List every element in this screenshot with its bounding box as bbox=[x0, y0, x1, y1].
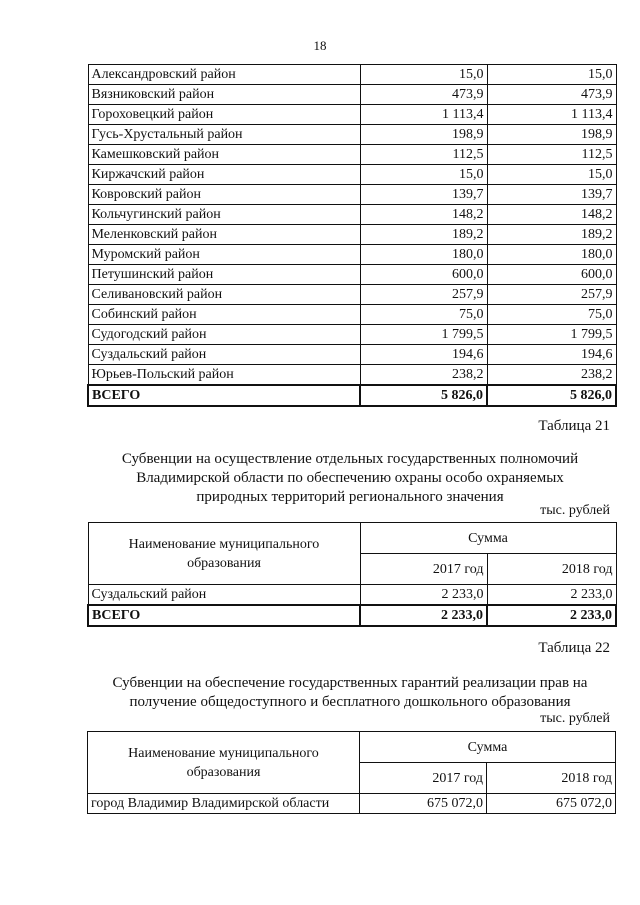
table-21-header-sum: Сумма bbox=[360, 523, 616, 554]
value-2017: 112,5 bbox=[360, 145, 487, 165]
table-21 bbox=[87, 522, 617, 627]
table-22-header-year-2018: 2018 год bbox=[487, 763, 616, 794]
value-2018: 112,5 bbox=[487, 145, 616, 165]
value-2017: 189,2 bbox=[360, 225, 487, 245]
district-name: Юрьев-Польский район bbox=[88, 365, 360, 386]
table-22 bbox=[87, 731, 616, 814]
district-name: город Владимир Владимирской области bbox=[88, 794, 360, 814]
table-row bbox=[88, 165, 616, 185]
table-22-header-sum: Сумма bbox=[360, 732, 616, 763]
value-2018: 473,9 bbox=[487, 85, 616, 105]
district-name: Собинский район bbox=[88, 305, 360, 325]
table-21-title: Субвенции на осуществление отдельных государственных полномочий Владимирской области по обеспечению охраны особо охраняемых природных территорий регионального значения bbox=[121, 451, 579, 505]
district-subsidy-table bbox=[87, 64, 617, 407]
total-2018: 5 826,0 bbox=[487, 385, 616, 406]
table-row bbox=[88, 325, 616, 345]
table-row bbox=[88, 145, 616, 165]
district-name: Гусь-Хрустальный район bbox=[88, 125, 360, 145]
value-2018: 189,2 bbox=[487, 225, 616, 245]
table-row bbox=[88, 585, 616, 606]
table-22-header-name: Наименование муниципального образования bbox=[88, 732, 360, 794]
value-2017: 473,9 bbox=[360, 85, 487, 105]
value-2017: 139,7 bbox=[360, 185, 487, 205]
total-2018: 2 233,0 bbox=[487, 605, 616, 626]
value-2018: 194,6 bbox=[487, 345, 616, 365]
district-name: Гороховецкий район bbox=[88, 105, 360, 125]
table-row bbox=[88, 285, 616, 305]
value-2018: 148,2 bbox=[487, 205, 616, 225]
value-2018: 75,0 bbox=[487, 305, 616, 325]
table-row bbox=[88, 205, 616, 225]
value-2018: 1 799,5 bbox=[487, 325, 616, 345]
table-21-header-name: Наименование муниципального образования bbox=[88, 523, 360, 585]
value-2017: 2 233,0 bbox=[360, 585, 487, 606]
value-2018: 238,2 bbox=[487, 365, 616, 386]
table-22-units: тыс. рублей bbox=[540, 711, 610, 726]
value-2018: 2 233,0 bbox=[487, 585, 616, 606]
value-2017: 180,0 bbox=[360, 245, 487, 265]
total-row bbox=[88, 605, 616, 626]
district-name: Александровский район bbox=[88, 65, 360, 85]
table-22-label: Таблица 22 bbox=[538, 640, 610, 656]
value-2017: 15,0 bbox=[360, 165, 487, 185]
table-21-header-year-2017: 2017 год bbox=[360, 554, 487, 585]
table-row bbox=[88, 125, 616, 145]
value-2017: 198,9 bbox=[360, 125, 487, 145]
value-2017: 194,6 bbox=[360, 345, 487, 365]
table-row bbox=[88, 225, 616, 245]
district-name: Петушинский район bbox=[88, 265, 360, 285]
table-22-header-year-2017: 2017 год bbox=[360, 763, 487, 794]
table-row bbox=[88, 794, 616, 814]
value-2018: 1 113,4 bbox=[487, 105, 616, 125]
total-2017: 2 233,0 bbox=[360, 605, 487, 626]
district-name: Камешковский район bbox=[88, 145, 360, 165]
value-2017: 238,2 bbox=[360, 365, 487, 386]
table-row bbox=[88, 105, 616, 125]
table-row bbox=[88, 365, 616, 386]
table-row bbox=[88, 245, 616, 265]
value-2017: 148,2 bbox=[360, 205, 487, 225]
table-row bbox=[88, 345, 616, 365]
table-21-label: Таблица 21 bbox=[538, 418, 610, 434]
table-21-units: тыс. рублей bbox=[540, 503, 610, 518]
table-row bbox=[88, 85, 616, 105]
total-2017: 5 826,0 bbox=[360, 385, 487, 406]
table-row bbox=[88, 265, 616, 285]
district-name: Киржачский район bbox=[88, 165, 360, 185]
total-row bbox=[88, 385, 616, 406]
table-row bbox=[88, 65, 616, 85]
district-name: Муромский район bbox=[88, 245, 360, 265]
value-2018: 15,0 bbox=[487, 165, 616, 185]
district-name: Кольчугинский район bbox=[88, 205, 360, 225]
value-2018: 675 072,0 bbox=[487, 794, 616, 814]
district-name: Суздальский район bbox=[88, 585, 360, 606]
table-21-header-year-2018: 2018 год bbox=[487, 554, 616, 585]
value-2018: 180,0 bbox=[487, 245, 616, 265]
district-name: Вязниковский район bbox=[88, 85, 360, 105]
value-2017: 1 799,5 bbox=[360, 325, 487, 345]
district-name: Меленковский район bbox=[88, 225, 360, 245]
page-number: 18 bbox=[313, 38, 327, 53]
district-name: Ковровский район bbox=[88, 185, 360, 205]
total-label: ВСЕГО bbox=[88, 385, 360, 406]
value-2017: 75,0 bbox=[360, 305, 487, 325]
total-label: ВСЕГО bbox=[88, 605, 360, 626]
value-2018: 257,9 bbox=[487, 285, 616, 305]
value-2018: 15,0 bbox=[487, 65, 616, 85]
value-2017: 1 113,4 bbox=[360, 105, 487, 125]
table-22-title: Субвенции на обеспечение государственных гарантий реализации прав на получение общедоступного и бесплатного дошкольного образования bbox=[112, 675, 588, 710]
district-name: Селивановский район bbox=[88, 285, 360, 305]
value-2017: 600,0 bbox=[360, 265, 487, 285]
value-2017: 257,9 bbox=[360, 285, 487, 305]
value-2018: 600,0 bbox=[487, 265, 616, 285]
district-name: Суздальский район bbox=[88, 345, 360, 365]
value-2018: 198,9 bbox=[487, 125, 616, 145]
table-row bbox=[88, 305, 616, 325]
value-2017: 15,0 bbox=[360, 65, 487, 85]
value-2017: 675 072,0 bbox=[360, 794, 487, 814]
value-2018: 139,7 bbox=[487, 185, 616, 205]
table-row bbox=[88, 185, 616, 205]
district-name: Судогодский район bbox=[88, 325, 360, 345]
